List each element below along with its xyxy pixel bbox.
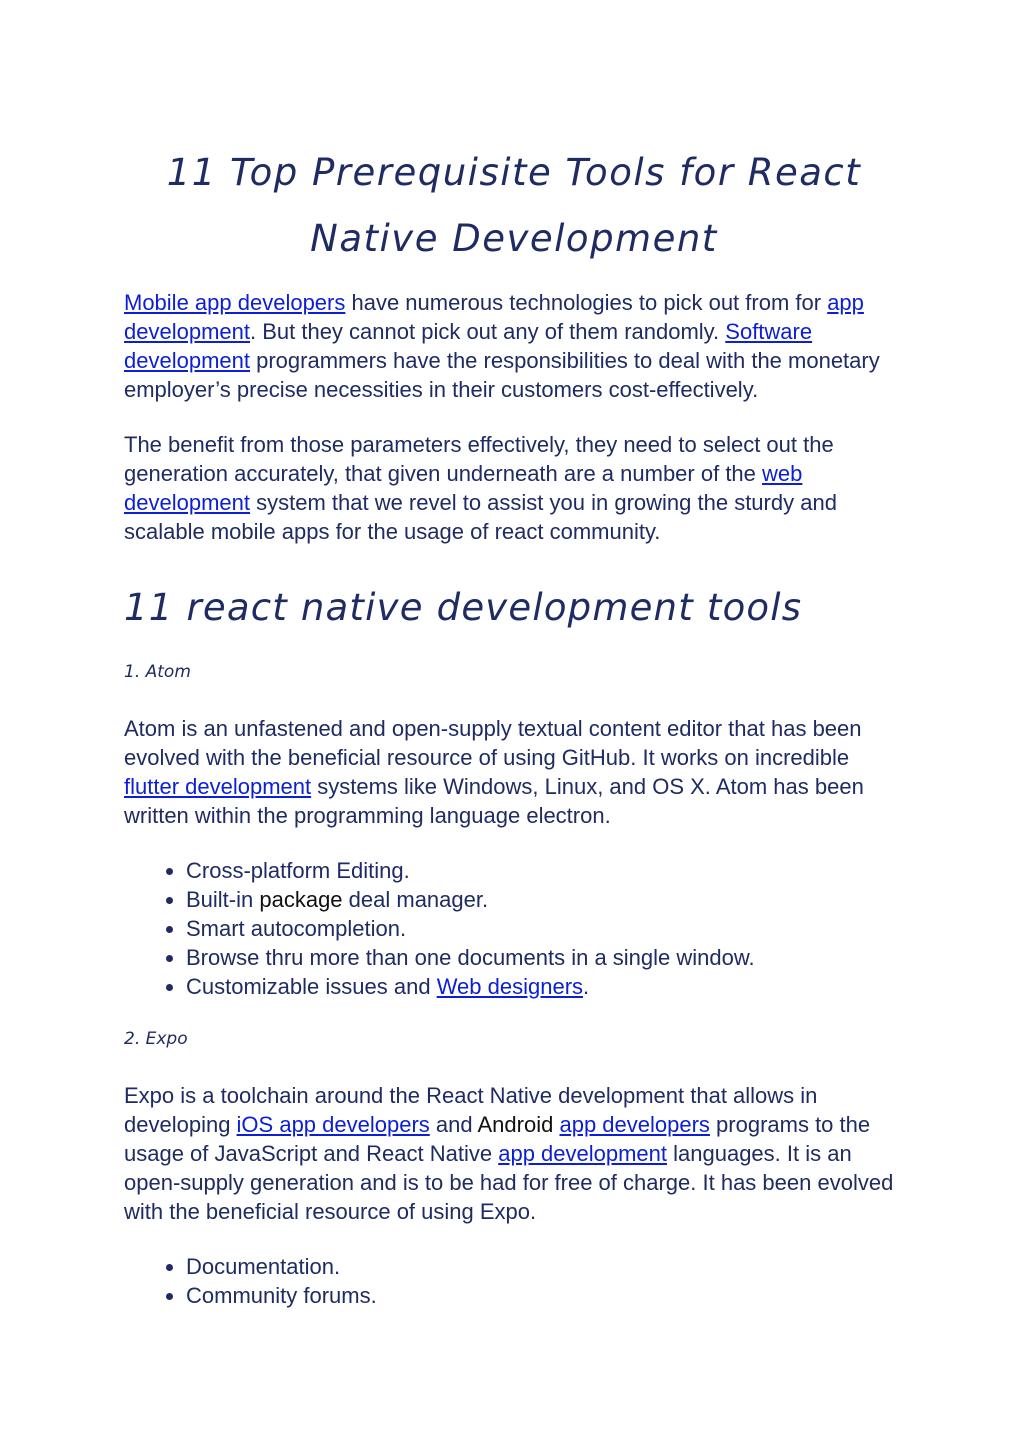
expo-feature-list [124, 1252, 904, 1310]
expo-text-2: and [429, 1112, 478, 1137]
atom-feature-list [124, 856, 904, 1001]
page-title [124, 140, 904, 272]
list-item: • Smart autocompletion. [186, 914, 904, 943]
expo-text-android: Android [477, 1112, 554, 1137]
expo-paragraph [124, 1081, 904, 1226]
web-designers-link[interactable]: Web designers [436, 974, 584, 999]
intro-p1-text-3: programmers have the responsibilities to deal with the monetary employer’s precise necessities in their customers cost-effectively. [124, 348, 880, 402]
expo-text-4: languages. It is an open-supply generation and is to be had for free of charge. It has been evolved with the beneficial resource of using Expo. [124, 1141, 894, 1224]
list-item-text: Customizable issues and [186, 974, 437, 999]
intro-p1-text-2: . But they cannot pick out any of them randomly. [249, 319, 726, 344]
list-item-text: deal manager. [342, 887, 489, 912]
section-heading: 11 react native development tools [124, 586, 803, 629]
page-title-line-2: Native Development [310, 217, 718, 260]
page-title-line-1: 11 Top Prerequisite Tools for React [166, 151, 862, 194]
intro-p2-text-2: system that we revel to assist you in growing the sturdy and scalable mobile apps for the usage of react community. [124, 490, 837, 544]
mobile-app-developers-link[interactable]: Mobile app developers [124, 290, 346, 315]
ios-app-developers-link[interactable]: iOS app developers [236, 1112, 430, 1137]
list-item-text: Built-in [186, 887, 260, 912]
list-item-text: . [583, 974, 590, 999]
intro-paragraph-2 [124, 430, 904, 546]
atom-heading: 1. Atom [124, 662, 191, 682]
list-item: • Browse thru more than one documents in a single window. [186, 943, 904, 972]
expo-text-3: programs to the usage of JavaScript and React Native [124, 1112, 871, 1166]
list-item-text: package [259, 887, 343, 912]
list-item: • Cross-platform Editing. [186, 856, 904, 885]
list-item [186, 972, 904, 1001]
web-development-link[interactable]: web development [124, 461, 803, 515]
list-item [186, 885, 904, 914]
document-page [124, 140, 904, 1336]
app-developers-link[interactable]: app developers [559, 1112, 710, 1137]
list-item: • Community forums. [186, 1281, 904, 1310]
atom-text-1: Atom is an unfastened and open-supply textual content editor that has been evolved with the beneficial resource of using GitHub. It works on incredible [124, 716, 862, 770]
expo-text-1: Expo is a toolchain around the React Native development that allows in developing [124, 1083, 818, 1137]
flutter-development-link[interactable]: flutter development [124, 774, 312, 799]
expo-heading: 2. Expo [124, 1029, 188, 1049]
app-development-link[interactable]: app development [124, 290, 864, 344]
list-item: • Documentation. [186, 1252, 904, 1281]
intro-paragraph-1 [124, 288, 904, 404]
atom-text-2: systems like Windows, Linux, and OS X. Atom has been written within the programming language electron. [124, 774, 864, 828]
app-development-link-2[interactable]: app development [498, 1141, 668, 1166]
intro-p2-text-1: The benefit from those parameters effectively, they need to select out the generation accurately, that given underneath are a number of the [124, 432, 834, 486]
atom-paragraph [124, 714, 904, 830]
software-development-link[interactable]: Software development [124, 319, 813, 373]
intro-p1-text-1: have numerous technologies to pick out from for [345, 290, 828, 315]
